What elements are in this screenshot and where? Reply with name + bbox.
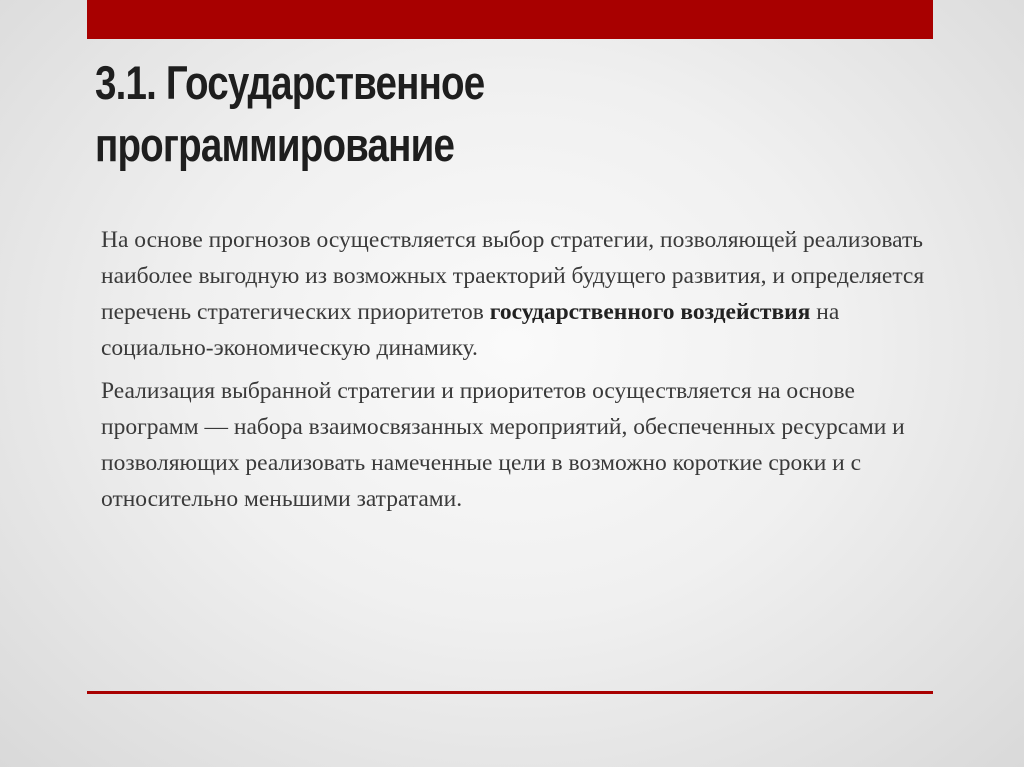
slide-title-line-1: 3.1. Государственное — [95, 56, 485, 109]
paragraph-1-text-start: На основе прогнозов осуществляется выбор стратегии, позволяющей реализовать наиболее выгодную из возможных траекторий будущего развития, и определяется перечень стратегических приоритетов — [101, 227, 925, 325]
slide-title-line-2: программирование — [95, 118, 455, 171]
paragraph-2: Реализация выбранной стратегии и приоритетов осуществляется на основе программ — набора взаимосвязанных мероприятий, обеспеченных ресурсами и позволяющих реализовать намеченные цели в возможно короткие сроки и с относительно меньшими затратами. — [101, 378, 905, 512]
paragraph-1-text-end: на социально-экономическую динамику. — [101, 299, 840, 361]
bottom-accent-rule — [87, 691, 933, 694]
top-accent-bar — [87, 0, 933, 39]
paragraph-1 — [101, 222, 931, 366]
slide-body — [101, 222, 931, 524]
slide-title — [95, 52, 751, 176]
paragraph-1-bold-phrase: государственного воздействия — [489, 299, 811, 325]
